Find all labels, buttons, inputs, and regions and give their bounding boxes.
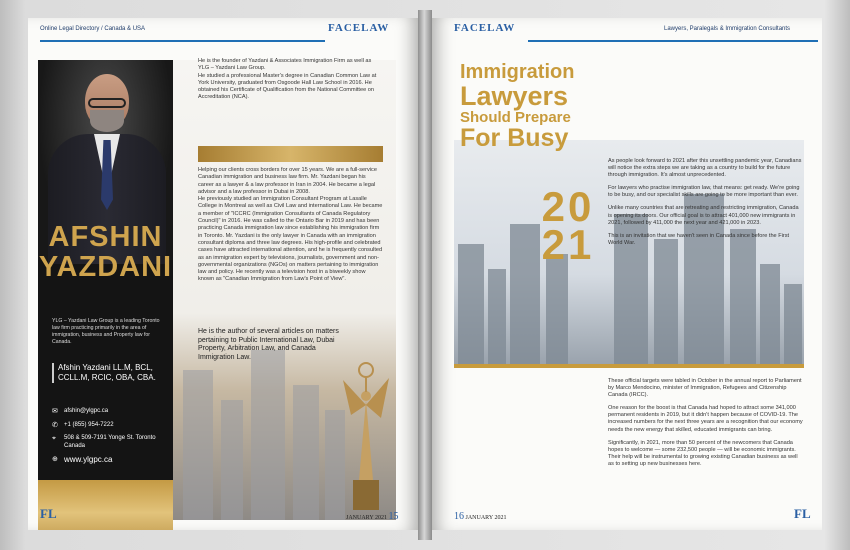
building	[251, 350, 285, 520]
left-folio-date: JANUARY 2021	[346, 515, 387, 521]
spread-gutter	[418, 10, 432, 540]
building	[183, 370, 213, 520]
left-header-section: Online Legal Directory / Canada & USA	[40, 26, 146, 32]
headline-line-2: Lawyers	[460, 81, 569, 111]
phone-icon: ✆	[52, 421, 58, 429]
contact-address	[52, 435, 172, 450]
gold-accent-panel	[38, 480, 173, 530]
profile-last-name: YAZDANI	[38, 251, 173, 283]
left-folio	[346, 511, 398, 522]
portrait-glasses	[88, 98, 126, 108]
gold-rule	[454, 364, 804, 368]
right-folio-date: JANUARY 2021	[465, 515, 507, 521]
location-icon: ⌖	[52, 435, 56, 442]
profile-first-name: AFSHIN	[48, 221, 163, 253]
gold-divider	[198, 146, 383, 162]
contact-phone-text: +1 (855) 954-7222	[64, 421, 114, 428]
article-headline	[460, 62, 574, 151]
email-icon: ✉	[52, 408, 58, 415]
left-page-logo: FL	[40, 506, 57, 521]
building	[458, 244, 484, 364]
right-page-number: 16	[454, 511, 464, 522]
year-top: 20	[541, 183, 595, 230]
headline-line-4: For Busy	[460, 124, 569, 152]
bio-paragraph: He is the founder of Yazdani & Associates Immigration Firm as well as YLG – Yazdani Law Group.	[198, 58, 372, 72]
contact-address-text: 508 & 509-7191 Yonge St. Toronto Canada	[64, 435, 156, 449]
left-page	[28, 18, 418, 530]
building	[760, 264, 780, 364]
bio-paragraph: He studied a professional Master's degree in Canadian Common Law at York University, graduated from Osgoode Hall Law School in 2016. He obtained his Certificate of Qualification from the National Committee on Accreditation (NCA).	[198, 72, 377, 101]
left-header-rule	[40, 40, 325, 42]
article-paragraph: One reason for the boost is that Canada had hoped to attract some 341,000 permanent residents in 2019, but it didn't happen because of COVID-19. The increased numbers for the next three years are a recognition that our economy needs the new energy that skilled, educated immigrants can bring.	[608, 405, 803, 433]
left-header-brand: FACELAW	[328, 22, 390, 34]
contact-email[interactable]	[52, 408, 172, 416]
contact-phone[interactable]	[52, 422, 172, 430]
article-paragraph: Significantly, in 2021, more than 50 percent of the newcomers that Canada hopes to welcome — some 232,500 people — will be economic immigrants. Their help will be instrumental to growing existing Canadian business as well as to setting up new businesses here.	[608, 439, 798, 467]
bio-paragraph: He previously studied an Immigration Consultant Program at Lasalle College in Montreal as well as Civil Law and international Law. He became a member of "ICCRC (Immigration Consultants of Canada Regulatory Council)" in 2016. He was called to the Ontario Bar in 2019 and has been practicing Canada immigration law since establishing his immigration firm in Toronto. Mr. Yazdani is the only lawyer in Canada with an immigration consultant diploma and three law degrees. His high-profile and celebrated cases have attracted international attention, and he is frequently consulted as an immigration expert by televisions, journalists, government and non-governmental organizations (NGOs) on matters pertaining to immigration law and policy. He recently was a television host in a biweekly show known as "Canadian Immigration from Law's Point of View".	[198, 196, 383, 283]
article-paragraph: As people look forward to 2021 after this unsettling pandemic year, Canadians will notice the extra steps we are taking as a country to build for the future through immigration. It's almost unprecedented.	[608, 158, 802, 179]
bio-intro	[198, 58, 383, 102]
article-intro	[608, 158, 804, 253]
building	[488, 269, 506, 364]
bio-body	[198, 167, 383, 284]
right-header-brand: FACELAW	[454, 22, 516, 34]
headline-year	[532, 183, 604, 268]
credentials: Afshin Yazdani LL.M, BCL, CCLL.M, RCIC, OBA, CBA.	[52, 363, 172, 383]
contact-email-text: afshin@ylgpc.ca	[64, 408, 109, 414]
article-paragraph: For lawyers who practise immigration law, that means: get ready. We're going to be busy, and our specialist skills are going to be more important than ever.	[608, 185, 800, 199]
headline-line-1: Immigration	[460, 61, 575, 83]
article-paragraph: This is an invitation that we haven't seen in Canada since before the First World War.	[608, 232, 790, 246]
article-paragraph: These official targets were tabled in October in the annual report to Parliament by Marco Mendocino, minister of Immigration, Refugees and Citizenship Canada (IRCC).	[608, 378, 802, 399]
statue-illustration	[341, 360, 391, 510]
left-page-number: 15	[388, 511, 399, 522]
contact-website[interactable]	[52, 456, 172, 464]
firm-summary: YLG – Yazdani Law Group is a leading Toronto law firm practicing primarily in the area of immigration, business and Property law for Canada.	[52, 318, 160, 345]
building	[221, 400, 243, 520]
profile-panel	[38, 60, 173, 520]
bio-paragraph: Helping our clients cross borders for over 15 years. We are a full-service Canadian immigration and business law firm. Mr. Yazdani began his career as a lawyer & a law professor in Iran in 2004. He became a legal advisor and a law professor in Dubai in 2008.	[198, 167, 377, 195]
globe-icon: ⊕	[52, 456, 58, 463]
contact-list	[52, 408, 172, 470]
building	[293, 385, 319, 520]
right-header-section: Lawyers, Paralegals & Immigration Consultants	[664, 26, 791, 32]
building	[546, 254, 568, 364]
profile-name	[38, 222, 173, 282]
year-bottom: 21	[541, 221, 595, 268]
articles-note: He is the author of several articles on matters pertaining to Public International Law, Dubai Property, Arbitration Law, and Canada Immigration Law.	[198, 328, 339, 361]
headline-line-3: Should Prepare	[460, 109, 571, 126]
contact-website-text: www.ylgpc.ca	[64, 455, 113, 464]
right-folio	[454, 511, 506, 522]
building	[654, 239, 678, 364]
building	[784, 284, 802, 364]
article-paragraph: Unlike many countries that are retreating and restricting immigration, Canada is opening its doors. Our official goal is to attract 401,000 new immigrants in 2021, followed by 411,000 the next year and 421,000 in 2023.	[608, 205, 799, 226]
right-header-rule	[528, 40, 818, 42]
right-page	[432, 18, 822, 530]
portrait-beard	[90, 110, 124, 132]
right-page-logo: FL	[794, 506, 811, 521]
article-body	[608, 378, 804, 474]
